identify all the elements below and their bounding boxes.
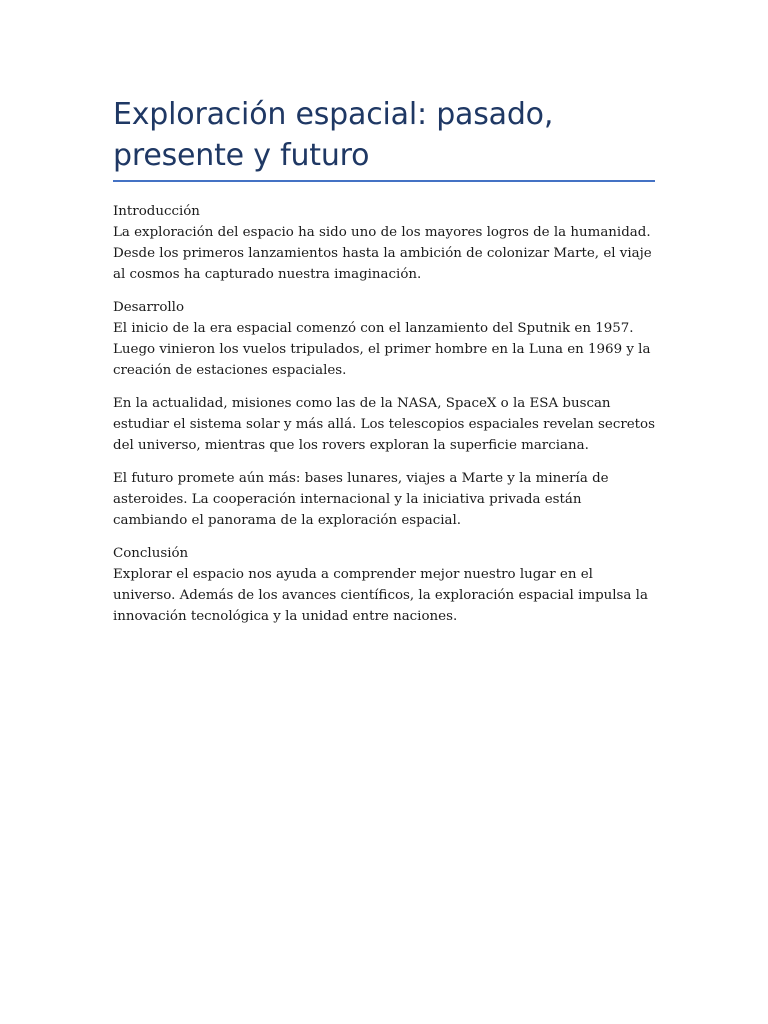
paragraph-text: Explorar el espacio nos ayuda a comprender mejor nuestro lugar en el universo. Además de los avances científicos, la exploración espacial impulsa la innovación tecnológica y la unidad entre naciones. [113, 567, 648, 624]
paragraph-futuro [113, 468, 658, 531]
section-heading-introduccion: Introducción [113, 204, 200, 219]
paragraph-text: El inicio de la era espacial comenzó con el lanzamiento del Sputnik en 1957. Luego vinieron los vuelos tripulados, el primer hombre en la Luna en 1969 y la creación de estaciones espaciales. [113, 321, 651, 378]
paragraph-text: En la actualidad, misiones como las de la NASA, SpaceX o la ESA buscan estudiar el sistema solar y más allá. Los telescopios espaciales revelan secretos del universo, mientras que los rovers exploran la superficie marciana. [113, 396, 655, 453]
paragraph-actualidad [113, 393, 658, 456]
paragraph-text: El futuro promete aún más: bases lunares, viajes a Marte y la minería de asteroides. La cooperación internacional y la iniciativa privada están cambiando el panorama de la exploración espacial. [113, 471, 609, 528]
section-heading-conclusion: Conclusión [113, 546, 189, 561]
section-heading-desarrollo: Desarrollo [113, 300, 185, 315]
paragraph-introduction [113, 201, 658, 285]
paragraph-conclusion [113, 543, 658, 627]
paragraph-desarrollo [113, 297, 658, 381]
title-underline [113, 180, 655, 182]
document-body [113, 201, 658, 627]
paragraph-text: La exploración del espacio ha sido uno de los mayores logros de la humanidad. Desde los primeros lanzamientos hasta la ambición de colonizar Marte, el viaje al cosmos ha capturado nuestra imaginación. [113, 225, 652, 282]
document-title: Exploración espacial: pasado, presente y futuro [113, 97, 554, 173]
